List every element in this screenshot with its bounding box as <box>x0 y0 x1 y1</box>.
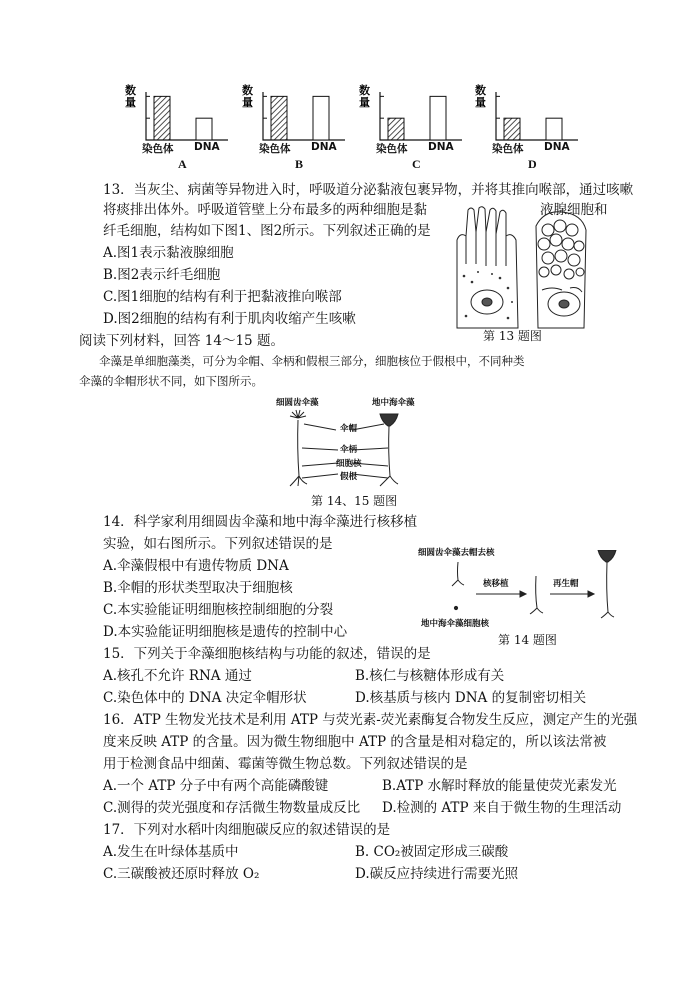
q16-option-b[interactable]: B.ATP 水解时释放的能量使荧光素发光 <box>382 778 617 794</box>
q13-figure-overlay-text: 液腺细胞和 <box>540 202 608 218</box>
q13-cell-figure <box>452 206 592 332</box>
q14-option-a[interactable]: A.伞藻假根中有遗传物质 DNA <box>103 558 289 574</box>
bar-chromosome <box>154 96 170 140</box>
chart-letter-c[interactable]: C <box>412 157 421 171</box>
chart-letter-a[interactable]: A <box>178 157 187 171</box>
bar-dna <box>546 118 562 140</box>
q14-option-d[interactable]: D.本实验能证明细胞核是遗传的控制中心 <box>103 624 348 640</box>
x-label-chromosome: 染色体 <box>492 143 524 155</box>
q17-option-c[interactable]: C.三碳酸被还原时释放 O₂ <box>103 866 260 882</box>
x-label-dna: DNA <box>428 141 454 153</box>
fig-right-title: 地中海伞藻 <box>372 398 415 408</box>
reading-material-line2: 伞藻的伞帽形状不同，如下图所示。 <box>79 374 263 388</box>
bar-chart-a <box>122 84 234 174</box>
q16-stem-line3: 用于检测食品中细菌、霉菌等微生物总数。下列叙述错误的是 <box>103 756 468 772</box>
q14-option-c[interactable]: C.本实验能证明细胞核控制细胞的分裂 <box>103 602 334 618</box>
q13-stem-line3: 纤毛细胞，结构如下图1、图2所示。下列叙述正确的是 <box>103 223 431 239</box>
reading-intro: 阅读下列材料，回答 14～15 题。 <box>79 333 284 349</box>
fig-part-cap: 伞帽 <box>340 424 358 434</box>
q14-transplant-figure <box>440 550 620 622</box>
q16-option-c[interactable]: C.测得的荧光强度和存活微生物数量成反比 <box>103 800 361 816</box>
y-axis-label-char: 量 <box>125 96 136 109</box>
q14-fig-top-label: 细圆齿伞藻去帽去核 <box>418 548 495 558</box>
bar-chart-d <box>472 84 584 174</box>
y-axis-label-char: 量 <box>359 96 370 109</box>
x-label-chromosome: 染色体 <box>259 143 291 155</box>
q13-option-d[interactable]: D.图2细胞的结构有利于肌肉收缩产生咳嗽 <box>103 311 356 327</box>
q16-option-d[interactable]: D.检测的 ATP 来自于微生物的生理活动 <box>382 800 622 816</box>
q15-option-a[interactable]: A.核孔不允许 RNA 通过 <box>103 668 252 684</box>
bar-chart-b <box>239 84 351 174</box>
q14-figure-caption: 第 14 题图 <box>498 633 557 647</box>
q16-option-a[interactable]: A.一个 ATP 分子中有两个高能磷酸键 <box>103 778 329 794</box>
fig-part-rhizoid: 假根 <box>340 472 358 482</box>
y-axis-label-char: 数 <box>125 84 136 97</box>
q15-option-b[interactable]: B.核仁与核糖体形成有关 <box>355 668 505 684</box>
fig-part-nucleus: 细胞核 <box>336 459 362 469</box>
y-axis-label-char: 数 <box>475 84 486 97</box>
q15-stem: 15．下列关于伞藻细胞核结构与功能的叙述，错误的是 <box>103 646 431 662</box>
q13-stem-line2: 将痰排出体外。呼吸道管壁上分布最多的两种细胞是黏 <box>103 202 427 218</box>
q16-stem-line2: 度来反映 ATP 的含量。因为微生物细胞中 ATP 的含量是相对稳定的，所以该法常被 <box>103 734 607 750</box>
q14-fig-bottom-label: 地中海伞藻细胞核 <box>421 619 490 629</box>
bar-chromosome <box>271 96 287 140</box>
bar-chromosome <box>504 118 520 140</box>
q13-stem-line1: 13．当灰尘、病菌等异物进入时，呼吸道分泌黏液包裹异物，并将其推向喉部，通过咳嗽 <box>103 182 634 198</box>
q13-figure-caption: 第 13 题图 <box>483 329 542 343</box>
x-label-dna: DNA <box>194 141 220 153</box>
q17-option-d[interactable]: D.碳反应持续进行需要光照 <box>355 866 519 882</box>
x-label-chromosome: 染色体 <box>376 143 408 155</box>
bar-dna <box>430 96 446 140</box>
q15-option-c[interactable]: C.染色体中的 DNA 决定伞帽形状 <box>103 690 307 706</box>
q14-stem-line1: 14．科学家利用细圆齿伞藻和地中海伞藻进行核移植 <box>103 514 418 530</box>
reading-material-line1: 伞藻是单细胞藻类，可分为伞帽、伞柄和假根三部分，细胞核位于假根中，不同种类 <box>99 354 525 368</box>
q17-option-a[interactable]: A.发生在叶绿体基质中 <box>103 844 239 860</box>
q13-option-a[interactable]: A.图1表示黏液腺细胞 <box>103 245 234 261</box>
bar-chromosome <box>388 118 404 140</box>
q17-stem: 17．下列对水稻叶肉细胞碳反应的叙述错误的是 <box>103 822 391 838</box>
q13-option-c[interactable]: C.图1细胞的结构有利于把黏液推向喉部 <box>103 289 342 305</box>
q14-option-b[interactable]: B.伞帽的形状类型取决于细胞核 <box>103 580 293 596</box>
chart-letter-b[interactable]: B <box>295 157 304 171</box>
y-axis-label-char: 数 <box>242 84 253 97</box>
q14-fig-arrow2-label: 再生帽 <box>553 579 579 589</box>
q17-option-b[interactable]: B. CO₂被固定形成三碳酸 <box>355 844 509 860</box>
bar-dna <box>196 118 212 140</box>
q14-15-figure-caption: 第 14、15 题图 <box>311 494 398 508</box>
bar-dna <box>313 96 329 140</box>
q14-fig-arrow1-label: 核移植 <box>483 579 509 589</box>
fig-left-title: 细圆齿伞藻 <box>276 398 319 408</box>
x-label-chromosome: 染色体 <box>142 143 174 155</box>
bar-chart-c <box>356 84 468 174</box>
q14-stem-line2: 实验，如右图所示。下列叙述错误的是 <box>103 536 333 552</box>
chart-letter-d[interactable]: D <box>528 157 537 171</box>
x-label-dna: DNA <box>544 141 570 153</box>
y-axis-label-char: 量 <box>242 96 253 109</box>
q16-stem-line1: 16．ATP 生物发光技术是利用 ATP 与荧光素-荧光素酶复合物发生反应，测定产生的光强 <box>103 712 638 728</box>
y-axis-label-char: 数 <box>359 84 370 97</box>
y-axis-label-char: 量 <box>475 96 486 109</box>
q15-option-d[interactable]: D.核基质与核内 DNA 的复制密切相关 <box>355 690 587 706</box>
q13-option-b[interactable]: B.图2表示纤毛细胞 <box>103 267 221 283</box>
x-label-dna: DNA <box>311 141 337 153</box>
fig-part-stalk: 伞柄 <box>340 445 358 455</box>
